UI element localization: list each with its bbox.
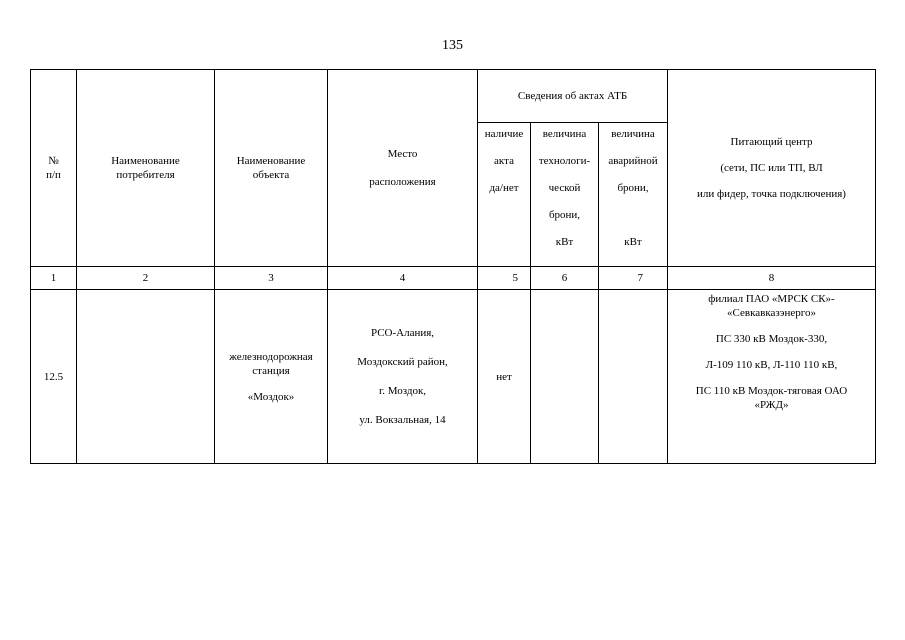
header-act-presence [478, 123, 531, 267]
header-emergency-reserve [599, 123, 668, 267]
header-location-line2: расположения [369, 176, 436, 188]
column-number-3: 3 [215, 267, 328, 290]
header-number-line1: № [48, 155, 59, 167]
header-emergency-line4: кВт [624, 236, 642, 248]
row-location-line4: ул. Вокзальная, 14 [359, 414, 446, 426]
page-number: 135 [442, 38, 463, 53]
header-object [215, 70, 328, 267]
row-power-center-line4: Л-109 110 кВ, Л-110 110 кВ, [705, 359, 838, 371]
header-location [328, 70, 478, 267]
table-row [31, 290, 876, 464]
row-power-center-line3: ПС 330 кВ Моздок-330, [715, 333, 828, 345]
header-consumer-line2: потребителя [116, 169, 175, 181]
header-atb-group [478, 70, 668, 123]
row-act-presence: нет [478, 290, 531, 464]
header-emergency-line2: аварийной [608, 155, 658, 167]
row-tech-reserve [531, 290, 599, 464]
header-object-line2: объекта [252, 169, 290, 181]
row-location [328, 290, 478, 464]
header-consumer [77, 70, 215, 267]
header-tech-line4: брони, [548, 209, 581, 221]
row-location-line3: г. Моздок, [378, 385, 427, 397]
header-act-line3: да/нет [489, 182, 519, 194]
column-number-6: 6 [531, 267, 599, 290]
header-row-1 [31, 70, 876, 123]
header-emergency-line1: величина [611, 128, 655, 140]
header-power-center-line1: Питающий центр [730, 136, 813, 148]
row-emergency-reserve [599, 290, 668, 464]
header-tech-line3: ческой [548, 182, 581, 194]
header-tech-line2: технологи- [538, 155, 591, 167]
row-power-center-line1: филиал ПАО «МРСК СК»- [708, 293, 835, 305]
header-object-line1: Наименование [236, 155, 306, 167]
row-power-center [668, 290, 876, 464]
row-power-center-line5: ПС 110 кВ Моздок-тяговая ОАО [695, 385, 848, 397]
header-act-line1: наличие [484, 128, 524, 140]
column-number-5: 5 [478, 267, 531, 290]
row-object-line1: железнодорожная [229, 350, 313, 363]
header-power-center [668, 70, 876, 267]
header-power-center-line3: или фидер, точка подключения) [697, 188, 846, 200]
header-tech-line5: кВт [555, 236, 574, 248]
row-object-line3: «Моздок» [247, 390, 295, 403]
row-power-center-line2: «Севкавказэнерго» [727, 307, 816, 319]
header-emergency-line3: брони, [617, 182, 649, 194]
row-number: 12.5 [31, 290, 77, 464]
row-object-line2: станция [252, 364, 290, 377]
row-location-line2: Моздокский район, [357, 356, 448, 368]
header-power-center-line2: (сети, ПС или ТП, ВЛ [720, 162, 823, 174]
column-number-4: 4 [328, 267, 478, 290]
header-number-line2: п/п [46, 169, 61, 181]
column-number-2: 2 [77, 267, 215, 290]
column-number-7: 7 [599, 267, 668, 290]
row-consumer [77, 290, 215, 464]
column-numbers-row [31, 267, 876, 290]
header-number [31, 70, 77, 267]
column-number-1: 1 [31, 267, 77, 290]
header-atb-group-label: Сведения об актах АТБ [517, 90, 628, 102]
row-object [215, 290, 328, 464]
header-tech-reserve [531, 123, 599, 267]
column-number-8: 8 [668, 267, 876, 290]
row-location-line1: РСО-Алания, [370, 327, 435, 339]
atb-table [30, 69, 876, 464]
header-consumer-line1: Наименование [111, 155, 180, 167]
header-act-line2: акта [494, 155, 514, 167]
header-location-line1: Место [387, 148, 418, 160]
row-power-center-line6: «РЖД» [754, 399, 789, 411]
header-tech-line1: величина [542, 128, 587, 140]
